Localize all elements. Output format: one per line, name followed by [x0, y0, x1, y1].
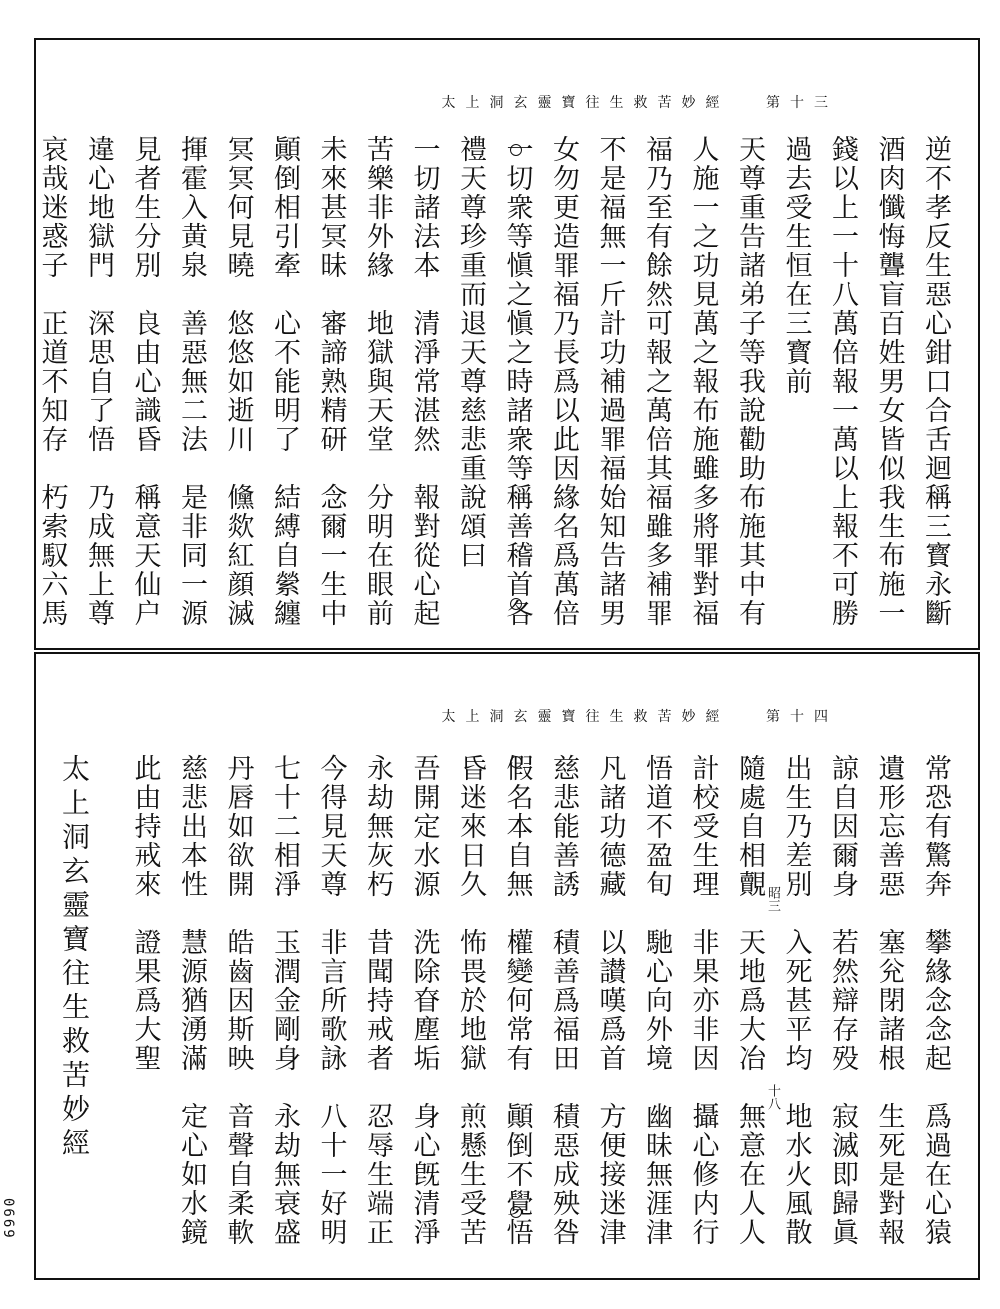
text-column: 永劫無灰朽 昔聞持戒者 忍辱生端正	[362, 754, 393, 1247]
text-column: 隨處自相覿 天地爲大冶 無意在人人	[734, 754, 765, 1247]
text-column: 見者生分別 良由心識昏 稱意天仙户	[129, 135, 161, 628]
page-header	[442, 92, 838, 112]
text-column: 冥冥何見曉 悠悠如逝川 儵欻紅顔滅	[222, 135, 254, 628]
text-column: 假名本自無 權變何常有 顚倒不覺悟	[501, 754, 533, 1247]
text-column: 慈悲出本性 慧源猶湧滿 定心如水鏡	[176, 754, 207, 1247]
text-column: 錢以上一十八萬倍報一萬以上報不可勝	[827, 135, 858, 628]
text-column: 一切諸法本 清淨常湛然 報對從心起	[408, 135, 440, 628]
text-columns	[28, 135, 956, 635]
text-column: 此由持戒來 證果爲大聖	[129, 754, 161, 1073]
text-column: 遺形忘善惡 塞兊閉諸根 生死是對報	[873, 754, 905, 1247]
page-header	[442, 706, 838, 726]
text-column: 禮天尊珍重而退天尊慈悲重說頌曰	[455, 135, 486, 570]
text-column: 凡諸功德藏 以讃嘆爲首 方便接迷津	[594, 754, 626, 1247]
text-column: 顚倒相引牽 心不能明了 結縛自縈纏	[269, 135, 300, 628]
page-panel-top	[34, 38, 980, 650]
header-title: 太上洞玄靈寶往生救苦妙經	[441, 95, 730, 111]
text-column: 昏迷來日久 怖畏於地獄 煎懸生受苦	[455, 754, 486, 1247]
header-page-number: 第十三	[766, 95, 838, 111]
text-column: 揮霍入黄泉 善惡無二法 是非同一源	[176, 135, 207, 628]
text-column: 苦樂非外緣 地獄與天堂 分明在眼前	[362, 135, 393, 628]
punctuation-circle-icon	[510, 598, 522, 610]
text-column: 違心地獄門 深思自了悟 乃成無上尊	[83, 135, 114, 628]
text-column: 未來甚冥昧 審諦熟精研 念爾一生中	[315, 135, 347, 628]
text-column: 逆不孝反生惡心鉗口合舌迴稱三寳永斷	[920, 135, 951, 628]
text-column: 過去受生恒在三寳前	[780, 135, 812, 396]
header-title: 太上洞玄靈寶往生救苦妙經	[441, 709, 730, 725]
text-column: 福乃至有餘然可報之萬倍其福雖多補罪	[641, 135, 672, 628]
text-column: 丹唇如欲開 皓齒因斯映 音聲自柔軟	[222, 754, 254, 1247]
text-column: 哀哉迷惑子 正道不知存 朽索馭六馬	[36, 135, 68, 628]
text-column: 不是福無一斤計功補過罪福始知告諸男	[594, 135, 626, 628]
header-page-number: 第十四	[766, 709, 838, 725]
text-column: 慈悲能善誘 積善爲福田 積惡成殃咎	[548, 754, 579, 1247]
text-column: 出生乃差別 入死甚平均 地水火風散	[780, 754, 812, 1247]
punctuation-circle-icon	[510, 1206, 522, 1218]
margin-mark: 昭三	[765, 886, 780, 912]
text-column: 七十二相淨 玉潤金剛身 永劫無衰盛	[269, 754, 300, 1247]
text-column: 天尊重告諸弟子等我說勸助布施其中有	[734, 135, 765, 628]
text-column: 酒肉懺悔聾盲百姓男女皆似我生布施一	[873, 135, 905, 628]
text-column: 計校受生理 非果亦非因 攝心修内行	[687, 754, 719, 1247]
text-column: 悟道不盈旬 馳心向外境 幽昧無涯津	[641, 754, 672, 1247]
scripture-end-title: 太上洞玄靈寶往生救苦妙經	[58, 754, 91, 1162]
page-panel-bottom	[34, 652, 980, 1280]
text-column: 今得見天尊 非言所歌詠 八十一好明	[315, 754, 347, 1247]
text-column: 一切衆等愼之愼之時諸衆等稱善稽首各	[501, 135, 533, 628]
punctuation-circle-icon	[510, 756, 522, 768]
text-column: 吾開定水源 洗除眘塵垢 身心旣清淨	[408, 754, 440, 1247]
text-column: 人施一之功見萬之報布施雖多將罪對福	[687, 135, 719, 628]
text-column: 常恐有驚奔 攀緣念念起 爲過在心猿	[920, 754, 951, 1247]
text-column: 女勿更造罪福乃長爲以此因緣名爲萬倍	[548, 135, 579, 628]
text-columns	[121, 754, 956, 1264]
page-number: 0669	[0, 1198, 16, 1240]
text-column: 諒自因爾身 若然辯存殁 寂滅即歸眞	[827, 754, 858, 1247]
margin-mark: 十八	[765, 1084, 780, 1110]
punctuation-circle-icon	[510, 144, 522, 156]
